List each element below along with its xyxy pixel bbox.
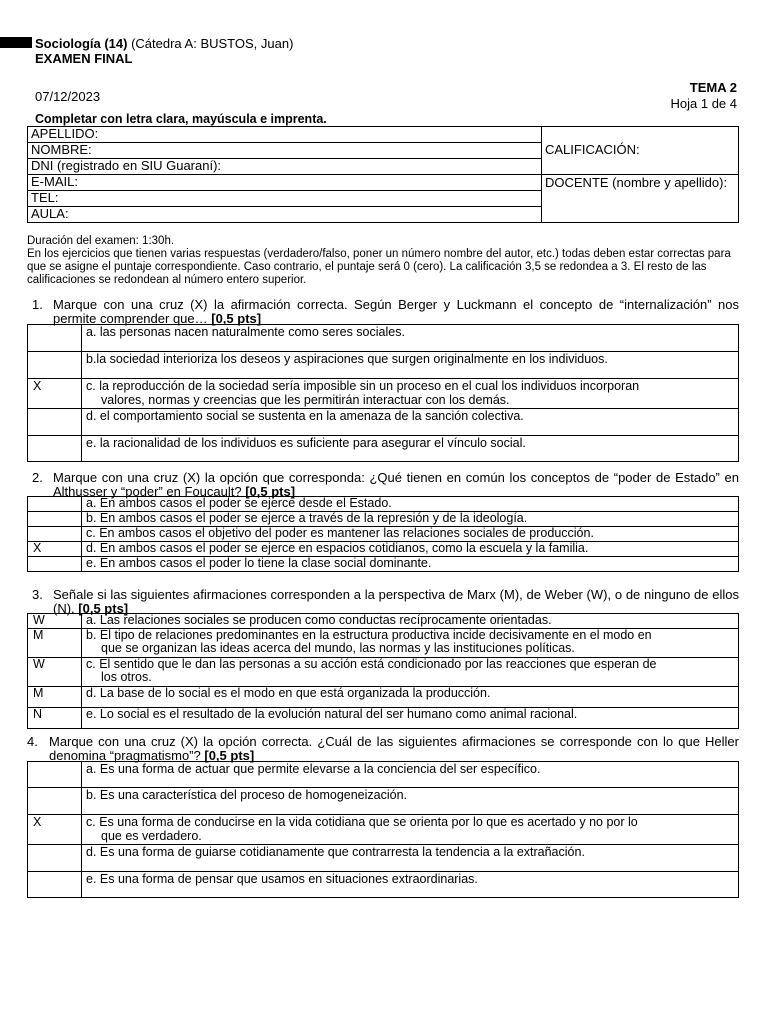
option-a: a. las personas nacen naturalmente como seres sociales. [82,325,739,352]
option-d: d. La base de lo social es el modo en que está organizada la producción. [82,686,739,707]
answer-mark-cell[interactable] [28,512,82,527]
answer-mark-cell[interactable]: X [28,542,82,557]
instructions: Completar con letra clara, mayúscula e imprenta. [35,112,327,126]
answer-mark-cell[interactable] [28,762,82,788]
answer-mark-cell[interactable] [28,845,82,872]
tema-label: TEMA 2 [689,80,737,95]
option-b: b.la sociedad interioriza los deseos y aspiraciones que surgen originalmente en los individuos. [82,352,739,379]
answer-mark-cell[interactable]: X [28,379,82,409]
answer-mark-cell[interactable] [28,436,82,462]
apellido-field[interactable]: APELLIDO: [28,127,542,143]
email-field[interactable]: E-MAIL: [28,174,542,190]
question-2 [27,471,739,499]
course-title: Sociología (14) (Cátedra A: BUSTOS, Juan) [35,36,294,51]
option-e: e. Es una forma de pensar que usamos en situaciones extraordinarias. [82,872,739,898]
answer-mark-cell[interactable] [28,409,82,436]
option-a: a. En ambos casos el poder se ejerce desde el Estado. [82,497,739,512]
option-c: c. El sentido que le dan las personas a su acción está condicionado por las reacciones que esperan de los otros. [82,657,739,686]
option-c: c. Es una forma de conducirse en la vida cotidiana que se orienta por lo que es acertado y no por lo que es verdadero. [82,815,739,845]
aula-field[interactable]: AULA: [28,206,542,222]
dni-field[interactable]: DNI (registrado en SIU Guaraní): [28,158,542,174]
redaction-bar [0,37,32,48]
option-b: b. El tipo de relaciones predominantes en la estructura productiva incide decisivamente en el modo en que se organizan las ideas acerca del mundo, las normas y las instituciones políticas. [82,628,739,657]
calificacion-field[interactable]: CALIFICACIÓN: [542,127,739,175]
question-stem: Marque con una cruz (X) la opción correcta. ¿Cuál de las siguientes afirmaciones se corresponde con lo que Heller denomina “pragmatismo”? [0,5 pts] [49,734,739,764]
question-stem: Señale si las siguientes afirmaciones corresponden a la perspectiva de Marx (M), de Weber (W), o de ninguno de ellos (N). [0,5 pts] [53,587,739,617]
answer-mark-cell[interactable] [28,352,82,379]
answer-mark-cell[interactable]: M [28,686,82,707]
option-d: d. el comportamiento social se sustenta en la amenaza de la sanción colectiva. [82,409,739,436]
option-c: c. En ambos casos el objetivo del poder es mantener las relaciones sociales de producción. [82,527,739,542]
question-3-options [27,613,739,729]
question-number: 1. [32,297,43,312]
duration-text: Duración del examen: 1:30h. [27,235,175,247]
option-e: e. la racionalidad de los individuos es suficiente para asegurar el vínculo social. [82,436,739,462]
option-d: d. En ambos casos el poder se ejerce en espacios cotidianos, como la escuela y la familia. [82,542,739,557]
answer-mark-cell[interactable]: X [28,815,82,845]
question-1-options [27,324,739,462]
answer-mark-cell[interactable] [28,557,82,572]
question-4 [27,735,739,763]
docente-field[interactable]: DOCENTE (nombre y apellido): [542,174,739,222]
option-d: d. Es una forma de guiarse cotidianamente que contrarresta la tendencia a la extrañación. [82,845,739,872]
option-a: a. Las relaciones sociales se producen como conductas recíprocamente orientadas. [82,614,739,629]
question-number: 3. [32,587,43,602]
question-stem: Marque con una cruz (X) la opción que corresponda: ¿Qué tienen en común los conceptos de “poder de Estado” en Althusser y “poder” en Foucault? [0,5 pts] [53,470,739,500]
option-c: c. la reproducción de la sociedad sería imposible sin un proceso en el cual los individuos incorporan valores, normas y creencias que les permitirán interactuar con los demás. [82,379,739,409]
option-e: e. En ambos casos el poder lo tiene la clase social dominante. [82,557,739,572]
answer-mark-cell[interactable] [28,325,82,352]
tel-field[interactable]: TEL: [28,190,542,206]
option-b: b. Es una característica del proceso de homogeneización. [82,788,739,815]
answer-mark-cell[interactable] [28,497,82,512]
option-a: a. Es una forma de actuar que permite elevarse a la conciencia del ser específico. [82,762,739,788]
rules-text: En los ejercicios que tienen varias respuestas (verdadero/falso, poner un número nombre del autor, etc.) todas deben estar correctas para que se asigne el puntaje correspondiente. Caso contrario, el puntaje será 0 (cero). La calificación 3,5 se redondea a 3. El resto de las calificaciones se redondean al número entero superior. [27,247,731,286]
answer-mark-cell[interactable] [28,788,82,815]
student-id-form [27,126,739,223]
question-number: 4. [27,734,38,749]
option-b: b. En ambos casos el poder se ejerce a través de la represión y de la ideología. [82,512,739,527]
question-2-options [27,496,739,572]
question-number: 2. [32,470,43,485]
answer-mark-cell[interactable] [28,872,82,898]
general-instructions [27,235,739,287]
question-4-options [27,761,739,898]
nombre-field[interactable]: NOMBRE: [28,142,542,158]
answer-mark-cell[interactable]: W [28,657,82,686]
exam-title: EXAMEN FINAL [35,51,133,66]
option-e: e. Lo social es el resultado de la evolución natural del ser humano como animal racional. [82,707,739,728]
question-3 [27,588,739,616]
question-stem: Marque con una cruz (X) la afirmación correcta. Según Berger y Luckmann el concepto de “internalización” nos permite comprender que… [0,5 pts] [53,297,739,327]
question-1 [27,298,739,326]
answer-mark-cell[interactable]: M [28,628,82,657]
answer-mark-cell[interactable] [28,527,82,542]
answer-mark-cell[interactable]: W [28,614,82,629]
answer-mark-cell[interactable]: N [28,707,82,728]
exam-date: 07/12/2023 [35,89,101,104]
page-counter: Hoja 1 de 4 [670,96,737,111]
